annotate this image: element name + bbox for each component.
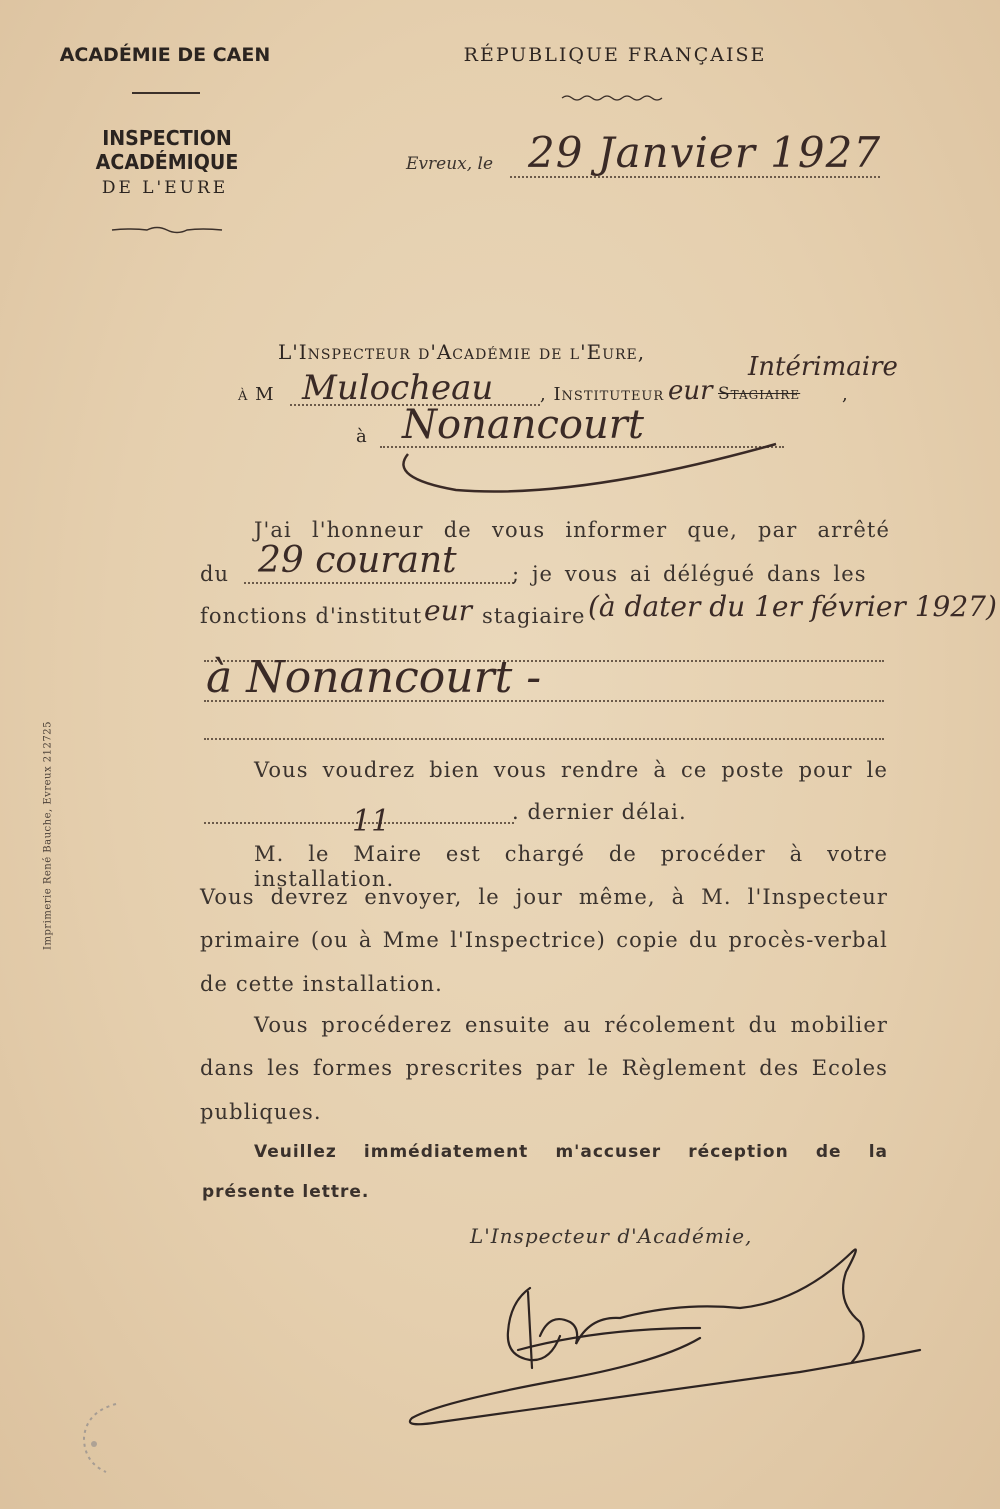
paragraph3-line1: M. le Maire est chargé de procéder à votre installation. <box>254 842 888 892</box>
paragraph3-line4: de cette installation. <box>200 972 443 996</box>
paragraph1-line3-mid: stagiaire <box>482 604 586 628</box>
paragraph4-line1: Vous procéderez ensuite au récolement du mobilier <box>254 1013 888 1037</box>
struck-title: Stagiaire <box>718 384 801 404</box>
paragraph1-start-date-handwritten: (à dater du 1er février 1927) <box>588 590 997 623</box>
date-handwritten: 29 Janvier 1927 <box>528 128 882 177</box>
paragraph3-line3: primaire (ou à Mme l'Inspectrice) copie du procès-verbal <box>200 928 888 952</box>
town-prefix: à <box>356 426 367 447</box>
acknowledge-line1: Veuillez immédiatement m'accuser réception de la <box>254 1142 888 1162</box>
title-suffix-handwritten: eur <box>668 376 713 406</box>
republic-underline <box>562 94 662 102</box>
decision-date-handwritten: 29 courant <box>258 540 457 581</box>
addressee-name-handwritten: Mulocheau <box>302 368 494 408</box>
paragraph1-line3-start: fonctions d'institut <box>200 604 423 628</box>
republic-title: RÉPUBLIQUE FRANÇAISE <box>463 44 767 66</box>
paragraph1-dotted-line-c <box>204 738 884 740</box>
inspection-subtitle: DE L'EURE <box>101 178 229 198</box>
faded-stamp <box>76 1398 166 1478</box>
academy-name: ACADÉMIE DE CAEN <box>59 44 271 66</box>
title-prefix: , Instituteur <box>540 384 665 405</box>
town-underline-flourish <box>396 440 786 500</box>
paragraph3-line2: Vous devrez envoyer, le jour même, à M. l'Inspecteur <box>200 885 888 909</box>
header-divider <box>132 92 200 94</box>
acknowledge-line2: présente lettre. <box>202 1182 370 1202</box>
paragraph2-line2: . dernier délai. <box>512 800 687 824</box>
printer-imprint: Imprimerie René Bauche, Evreux 212725 <box>42 721 54 950</box>
place-label: Evreux, le <box>406 154 494 174</box>
decision-date-dotted-line <box>244 582 514 584</box>
sender-line: L'Inspecteur d'Académie de l'Eure, <box>278 340 646 364</box>
paragraph1-line1: J'ai l'honneur de vous informer que, par arrêté <box>254 518 890 542</box>
paragraph1-line2-rest: ; je vous ai délégué dans les <box>512 562 867 586</box>
town-handwritten: Nonancourt <box>402 402 644 448</box>
paragraph2-line1: Vous voudrez bien vous rendre à ce poste pour le <box>254 758 888 782</box>
posting-handwritten: à Nonancourt - <box>206 652 542 703</box>
signature <box>400 1232 920 1442</box>
inspection-title: INSPECTION ACADÉMIQUE <box>95 126 239 174</box>
title-comma: , <box>842 384 848 405</box>
ornament-divider <box>112 224 222 236</box>
paragraph4-line2: dans les formes prescrites par le Règlement des Ecoles <box>200 1056 888 1080</box>
paragraph1-eur-handwritten: eur <box>424 594 472 627</box>
signature-title: L'Inspecteur d'Académie, <box>470 1224 753 1248</box>
addressee-prefix: à M <box>238 384 275 405</box>
paragraph1-du: du <box>200 562 230 586</box>
title-correction-handwritten: Intérimaire <box>748 352 898 382</box>
paragraph4-line3: publiques. <box>200 1100 322 1124</box>
paragraph2-mark-handwritten: 11 <box>352 804 391 839</box>
